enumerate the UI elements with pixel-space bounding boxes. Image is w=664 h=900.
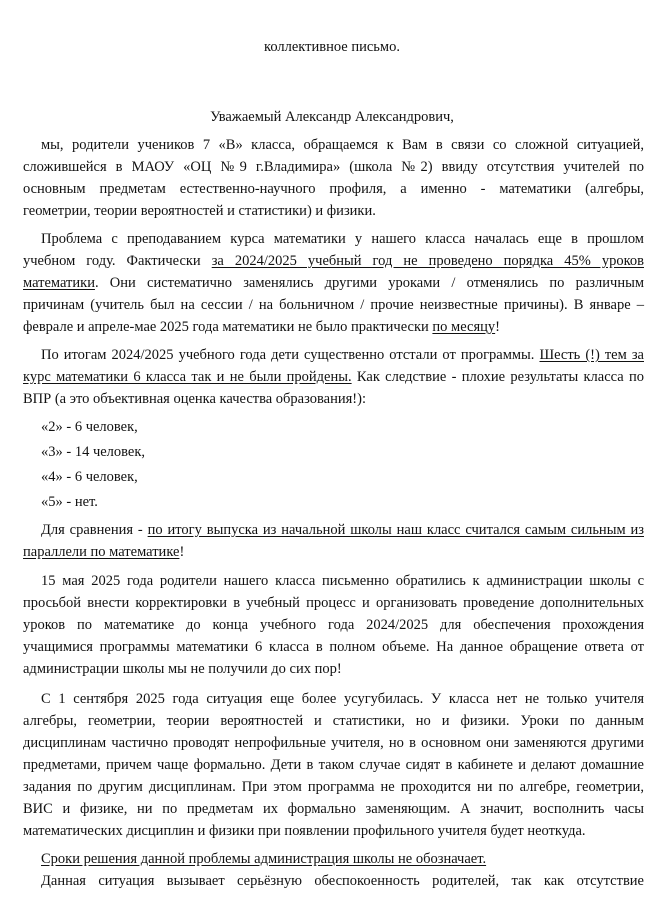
- result-item: «5» - нет.: [41, 494, 98, 510]
- p6-line-1: С 1 сентября 2025 года ситуация еще более усугубилась. У класса нет не только учителя: [41, 691, 644, 707]
- p6-line-5: задания по другим дисциплинам. При этом программа не проходится ни по алгебре, геометрии,: [23, 779, 644, 795]
- p6-line-6: ВИС и физике, ни по предметам их формально заменяющим. А значит, восполнить часы: [23, 801, 644, 817]
- p4-line-2: параллели по математике!: [23, 544, 185, 560]
- p8-line-1: Данная ситуация вызывает серьёзную обеспокоенность родителей, так как отсутствие: [41, 873, 644, 889]
- p6-line-7: математических дисциплин и физики при появлении профильного учителя будет неоткуда.: [23, 823, 586, 839]
- p6-line-2: алгебры, геометрии, теории вероятностей и статистики, но и физики. Уроки по данным: [23, 713, 644, 729]
- p1-line-1: мы, родители учеников 7 «В» класса, обращаемся к Вам в связи со сложной ситуацией,: [41, 137, 644, 153]
- p2-line-4: причинам (учитель был на сессии / на больничном / прочие неизвестные причины). В январе –: [23, 297, 644, 313]
- p1-line-2: сложившейся в МАОУ «ОЦ №9 г.Владимира» (школа №2) ввиду отсутствия учителей по: [23, 159, 644, 175]
- p5-line-5: администрации школы мы не получили до сих пор!: [23, 661, 342, 677]
- p5-line-2: просьбой внести корректировки в учебный процесс и организовать проведение дополнительных: [23, 595, 644, 611]
- p6-line-4: предметами, причем чаще формально. Дети в таком случае сидят в кабинете и делают домашние: [23, 757, 644, 773]
- p2-line-1: Проблема с преподаванием курса математики у нашего класса началась еще в прошлом: [41, 231, 644, 247]
- result-item: «3» - 14 человек,: [41, 444, 146, 460]
- p4-line-1: Для сравнения - по итогу выпуска из начальной школы наш класс считался самым сильным из: [41, 522, 644, 538]
- salutation: Уважаемый Александр Александрович,: [210, 109, 454, 125]
- p5-line-4: учащимися программы математики 6 класса в полном объеме. На данное обращение ответа от: [23, 639, 644, 655]
- p7-line-1: Сроки решения данной проблемы администрация школы не обозначает.: [41, 851, 487, 867]
- p3-line-3: ВПР (а это объективная оценка качества образования!):: [23, 391, 366, 407]
- p5-line-3: уроков по математике до конца учебного года 2024/2025 для обеспечения прохождения: [23, 617, 644, 633]
- p5-line-1: 15 мая 2025 года родители нашего класса письменно обратились к администрации школы с: [41, 573, 644, 589]
- p1-line-4: геометрии, теории вероятностей и статистики) и физики.: [23, 203, 376, 219]
- result-item: «4» - 6 человек,: [41, 469, 138, 485]
- p1-line-3: основным предметам естественно-научного профиля, а именно - математики (алгебры,: [23, 181, 644, 197]
- intro-line: коллективное письмо.: [264, 39, 400, 55]
- p3-line-1: По итогам 2024/2025 учебного года дети существенно отстали от программы. Шесть (!) тем за: [41, 347, 644, 363]
- p2-line-5: феврале и апреле-мае 2025 года математики не было практически по месяцу!: [23, 319, 500, 335]
- p2-line-3: математики. Они систематично заменялись другими уроками / отменялись по различным: [23, 275, 644, 291]
- result-item: «2» - 6 человек,: [41, 419, 138, 435]
- p6-line-3: дисциплинам частично проводят непрофильные учителя, но в основном они заменяются другими: [23, 735, 644, 751]
- p2-line-2: учебном году. Фактически за 2024/2025 учебный год не проведено порядка 45% уроков: [23, 253, 644, 269]
- p3-line-2: курс математики 6 класса так и не были пройдены. Как следствие - плохие результаты класса по: [23, 369, 644, 385]
